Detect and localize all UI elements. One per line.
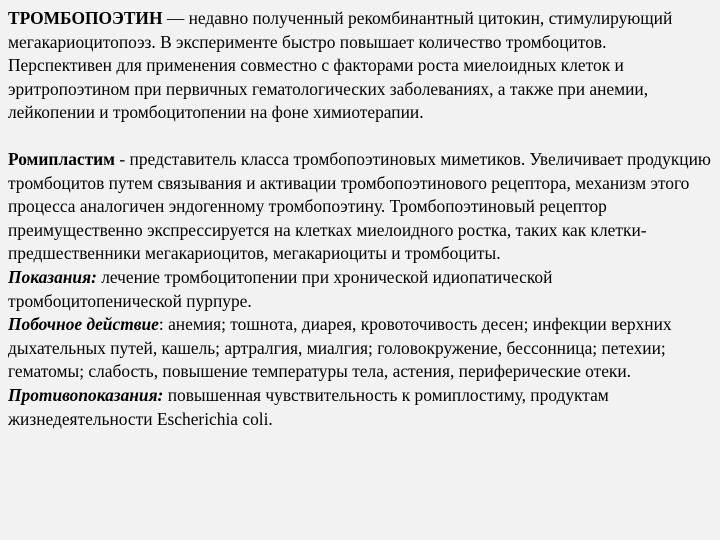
side-effects-label: Побочное действие (8, 314, 159, 335)
contraindications-text: повышенная чувствительность к ромиплостиму, продуктам жизнедеятельности Escherichia coli. (8, 384, 609, 429)
contraindications-label: Противопоказания: (8, 384, 164, 405)
side-effects-text: : анемия; тошнота, диарея, кровоточивость десен; инфекции верхних дыхательных путей, кашель; артралгия, миалгия; головокружение, бессонница; петехии; гематомы; слабость, повышение температуры тела, астения, периферические отеки. (8, 314, 672, 382)
romiplostim-paragraph (8, 148, 714, 431)
romiplostim-term: Ромипластим (8, 148, 116, 169)
indications-label: Показания: (8, 266, 97, 287)
paragraph-spacer (8, 125, 714, 148)
thrombopoietin-term: ТРОМБОПОЭТИН (8, 8, 163, 28)
thrombopoietin-paragraph (8, 7, 714, 125)
indications-text: лечение тромбоцитопении при хронической идиопатической тромбоцитопенической пурпуре. (8, 266, 553, 311)
romiplostim-description: - представитель класса тромбопоэтиновых миметиков. Увеличивает продукцию тромбоцитов путем связывания и активации тромбопоэтинового рецептора, механизм этого процесса аналогичен эндогенному тромбопоэтину. Тромбопоэтиновый рецептор преимущественно экспрессируется на клетках миелоидного ростка, таких как клетки-предшественники мегакариоцитов, мегакариоциты и тромбоциты. (8, 148, 711, 264)
thrombopoietin-description: — недавно полученный рекомбинантный цитокин, стимулирующий мегакариоцитопоэз. В эксперименте быстро повышает количество тромбоцитов. Перспективен для применения совместно с факторами роста миелоидных клеток и эритропоэтином при первичных гематологических заболеваниях, а также при анемии, лейкопении и тромбоцитопении на фоне химиотерапии. (8, 8, 673, 123)
